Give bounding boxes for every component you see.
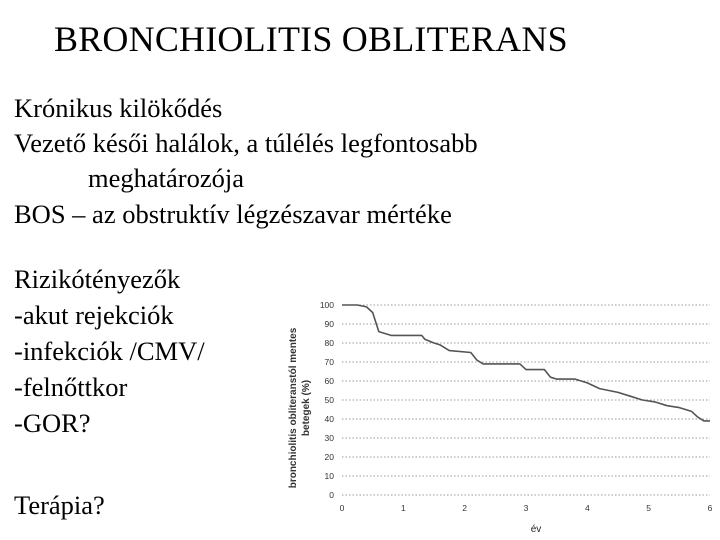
- bullet-bos-definition: BOS – az obstruktív légzészavar mértéke: [14, 199, 452, 229]
- bullet-chronic-rejection: Krónikus kilökődés: [14, 93, 223, 123]
- y-axis-title-line-2: betegek (%): [301, 379, 312, 437]
- y-tick-label-80: 80: [324, 338, 334, 348]
- x-tick-labels: [340, 503, 713, 513]
- y-tick-label-100: 100: [319, 300, 334, 310]
- therapy-question: Terápia?: [14, 490, 105, 520]
- risk-item-infections: -infekciók /CMV/: [14, 336, 205, 366]
- bullet-leading-late-death: Vezető késői halálok, a túlélés legfontosabb: [14, 128, 478, 158]
- risk-item-gor: -GOR?: [14, 408, 91, 438]
- grid-lines: [342, 305, 710, 495]
- y-tick-label-40: 40: [324, 414, 334, 424]
- risk-item-acute-rejection: -akut rejekciók: [14, 300, 174, 330]
- y-tick-label-10: 10: [324, 471, 334, 481]
- y-tick-label-90: 90: [324, 319, 334, 329]
- x-axis-title: év: [530, 524, 542, 535]
- series-line-0: [342, 305, 710, 421]
- y-tick-label-0: 0: [329, 490, 334, 500]
- bos-free-survival-chart: [278, 290, 718, 540]
- x-tick-label-3: 3: [523, 503, 529, 513]
- y-axis-title-line-1: bronchiolitis obliteranstól mentes: [288, 327, 299, 489]
- y-tick-label-60: 60: [324, 376, 334, 386]
- x-tick-label-1: 1: [400, 503, 406, 513]
- y-tick-label-30: 30: [324, 433, 334, 443]
- slide-title: BRONCHIOLITIS OBLITERANS: [54, 19, 568, 59]
- x-tick-label-0: 0: [339, 503, 345, 513]
- y-tick-labels: [320, 300, 334, 500]
- x-tick-label-5: 5: [646, 503, 652, 513]
- y-tick-label-70: 70: [324, 357, 334, 367]
- series-line-group: [342, 305, 710, 421]
- x-tick-label-6: 6: [707, 503, 713, 513]
- bullet-leading-late-death-cont: meghatározója: [88, 163, 244, 193]
- risk-factors-heading: Rizikótényezők: [14, 264, 181, 294]
- y-tick-label-50: 50: [324, 395, 334, 405]
- x-tick-label-4: 4: [584, 503, 590, 513]
- x-tick-label-2: 2: [462, 503, 468, 513]
- y-tick-label-20: 20: [324, 452, 334, 462]
- risk-item-adulthood: -felnőttkor: [14, 372, 128, 402]
